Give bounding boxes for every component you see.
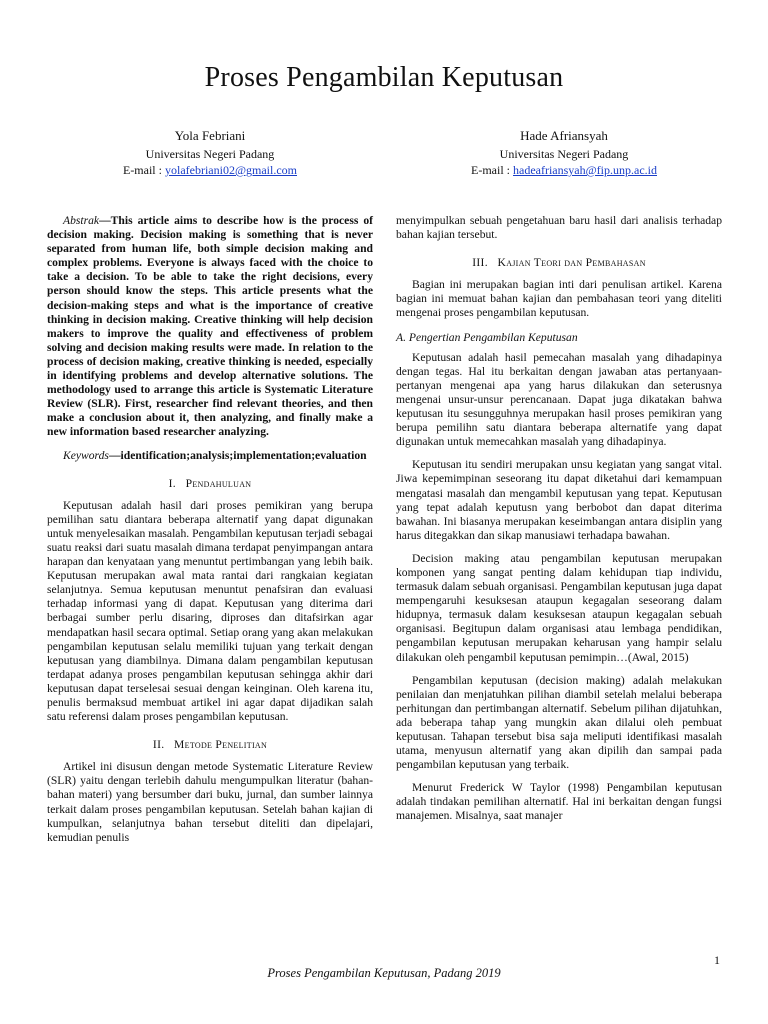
paragraph: Pengambilan keputusan (decision making) adalah melakukan penilaian dan menjatuhkan pilihan diambil setelah melalui beberapa perhitungan dan pertimbangan alternatif. Sebelum pilihan dijatuhkan, ada beberapa tahap yang mungkin akan dilalui oleh pembuat keputusan. Tahapan tersebut bisa saja meliputi identifikasi masalah utama, menyusun alternatif yang akan dipilih dan sampai pada pengambilan keputusan yang terbaik.	[396, 673, 722, 772]
paragraph: Keputusan adalah hasil pemecahan masalah yang dihadapinya dengan tegas. Hal itu berkaitan dengan jawaban atas pertanyaan-pertanyan mengenai apa yang harus dilakukan dan seterusnya mengenai unsur-unsur perencanaan. Dapat juga dikatakan bahwa keputusan itu sesungguhnya merupakan hasil proses pemikiran yang berupa pemilihn satu diantara beberapa alternatife yang dapat digunakan untuk memecahkan masalah yang dihadapinya.	[396, 350, 722, 449]
section-number: II.	[152, 738, 165, 752]
keywords-text: —identification;analysis;implementation;evaluation	[108, 448, 367, 462]
email-label: E-mail :	[122, 163, 165, 177]
subsection-heading: A. Pengertian Pengambilan Keputusan	[396, 330, 578, 344]
paragraph-continued: menyimpulkan sebuah pengetahuan baru hasil dari analisis terhadap bahan kajian tersebut.	[396, 214, 722, 242]
author-affiliation: Universitas Negeri Padang	[145, 147, 275, 161]
author-email-line	[80, 162, 340, 178]
abstract	[47, 214, 373, 440]
keywords-label: Keywords	[63, 448, 109, 462]
running-footer: Proses Pengambilan Keputusan, Padang 2019	[267, 966, 501, 980]
paragraph: Keputusan adalah hasil dari proses pemikiran yang berupa pemilihan satu diantara beberapa alternatif yang dapat digunakan untuk menyelesaikan masalah. Pengambilan keputusan terjadi sebagai suatu reaksi dari suatu masalah dimana terdapat penyimpangan antara harapan dan kenyataan yang menuntut pertimbangan yang lebih baik. Keputusan merupakan awal mata rantai dari rangkaian kegiatan selanjutnya. Semua keputusan menuntut penafsiran dan evaluasi terhadap informasi yang di dapat. Keputusan yang diterima dari berbagai sumber perlu disaring, diproses dan ditafsirkan agar mendapatkan hasil secara optimal. Setiap orang yang akan melakukan pengambilan keputusan selalu memiliki tujuan yang terkait dengan keputusan yang diambilnya. Dimana dalam pengambilan keputusan terdapat adanya proses pengambilan keputusan sehingga akhir dari keputusan dapat terselesai sesuai dengan keinginan. Oleh karena itu, penulis bermaksud membuat artikel ini agar dapat dijadikan salah satu referensi dalam proses pengambilan keputusan.	[47, 498, 373, 724]
email-label: E-mail :	[471, 163, 513, 177]
section-heading-2	[47, 738, 373, 752]
author-name: Hade Afriansyah	[520, 128, 608, 143]
paper-title: Proses Pengambilan Keputusan	[204, 62, 564, 93]
author-block-1	[80, 128, 340, 178]
section-title: Pendahuluan	[185, 476, 252, 490]
author-email-link[interactable]: hadeafriansyah@fip.unp.ac.id	[513, 163, 657, 177]
section-heading-1	[47, 477, 373, 491]
author-email-link[interactable]: yolafebriani02@gmail.com	[164, 163, 297, 177]
paragraph: Menurut Frederick W Taylor (1998) Pengambilan keputusan adalah tindakan pemilihan alternatif. Hal ini berkaitan dengan fungsi manajemen. Misalnya, saat manajer	[396, 781, 722, 823]
section-title: Kajian Teori dan Pembahasan	[497, 256, 646, 270]
author-name: Yola Febriani	[174, 128, 246, 143]
paragraph: Decision making atau pengambilan keputusan merupakan komponen yang sangat penting dalam kehidupan tiap individu, termasuk dalam sebuah organisasi. Pengambilan keputusan juga dapat mempengaruhi kesuksesan ataupun kegagalan seseorang dalam hidupnya, termasuk dalam kesuksesan ataupun kegagalan sebuah organisasi. Begitupun dalam organisasi atau lembaga pendidikan, pengambilan keputusan merupakan keharusan yang hampir selalu dilakukan oleh pengambil keputusan pemimpin…(Awal, 2015)	[396, 551, 722, 664]
paragraph: Artikel ini disusun dengan metode Systematic Literature Review (SLR) yaitu dengan terlebih dahulu mengumpulkan literatur (bahan-bahan materi) yang bersumber dari buku, jurnal, dan sumber lainnya terkait dalam proses pengambilan keputusan. Setelah bahan kajian di kumpulkan, selanjutnya bahan tersebut diteliti dan dipelajari, kemudian penulis	[47, 760, 373, 844]
abstract-text: —This article aims to describe how is the process of decision making. Decision making is something that is never separated from human life, both simple decision making and complex problems. Everyone is always faced with the choice to take a decision. To be able to take the right decisions, every person should know the steps. This article presents what the decision-making steps and what is the importance of creative thinking in decision making. Creative thinking will help decision makers to improve the quality and effectiveness of problem solving and decision making results were made. In relation to the process of decision making, creative thinking is needed, especially in identifying problems and develop alternative solutions. The methodology used to arrange this article is Systematic Literature Review (SLR). First, researcher find relevant theories, and then make a conclusion about it, then analyzing, and finally make a new information based researcher analyzing.	[47, 214, 373, 439]
section-number: III.	[472, 256, 488, 270]
author-email-line	[434, 162, 694, 178]
section-number: I.	[168, 476, 176, 490]
abstract-label: Abstrak	[63, 214, 100, 227]
section-title: Metode Penelitian	[174, 738, 268, 752]
page-number: 1	[714, 953, 720, 967]
section-heading-3	[396, 256, 722, 270]
author-affiliation: Universitas Negeri Padang	[499, 147, 629, 161]
author-block-2	[434, 128, 694, 178]
left-column	[47, 214, 373, 854]
paragraph: Bagian ini merupakan bagian inti dari penulisan artikel. Karena bagian ini memuat bahan kajian dan pembahasan teori yang diteliti mengenai proses pengambilan keputusan.	[396, 278, 722, 320]
right-column	[396, 214, 722, 833]
keywords	[47, 449, 373, 463]
paragraph: Keputusan itu sendiri merupakan unsu kegiatan yang sangat vital. Jiwa kepemimpinan seseorang itu dapat diketahui dari kemampuan mengatasi masalah dan mengambil keputusan yang tepat. Keputusan yang tepat adalah keputusn yang berbobot dan dapat diterima bawahan. Ini biasanya merupakan keseimbangan antara disiplin yang harus ditegakkan dan sikap manusiawi terhadapa bawahan.	[396, 458, 722, 542]
